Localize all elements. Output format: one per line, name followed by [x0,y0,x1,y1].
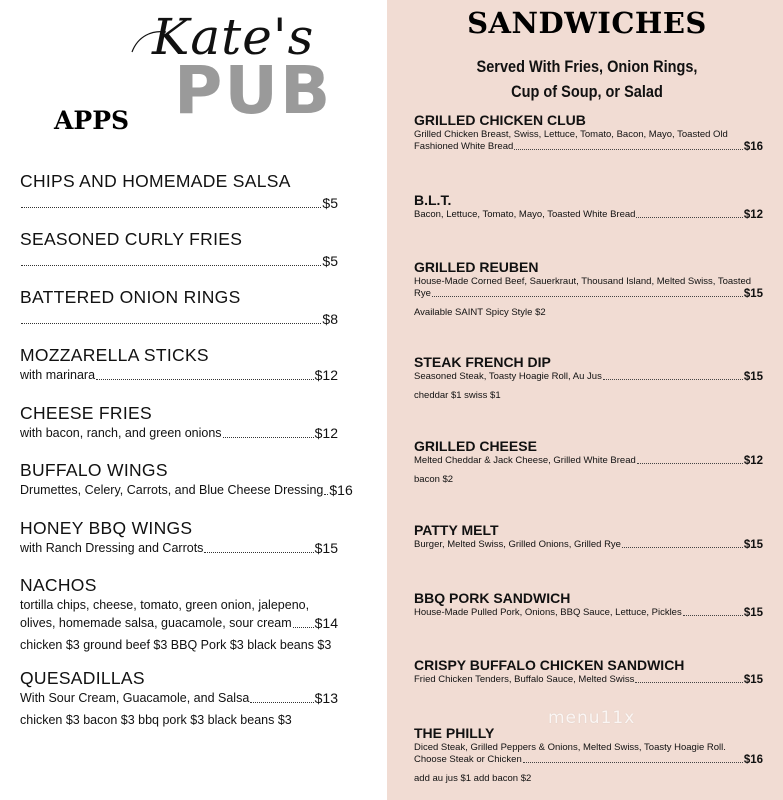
app-item-price: $8 [322,311,338,327]
sandwich-item-name: GRILLED CHICKEN CLUB [414,112,586,128]
app-item-price-row [20,252,338,270]
apps-heading: APPS [54,106,130,135]
app-item-name: MOZZARELLA STICKS [20,345,209,365]
sandwich-item-desc: Choose Steak or Chicken [414,754,522,765]
sandwich-item-price: $16 [743,141,763,153]
sandwich-item-addons: add au jus $1 add bacon $2 [414,773,532,784]
sandwich-item-desc: Seasoned Steak, Toasty Hoagie Roll, Au Jus [414,371,602,382]
sandwich-item-addons: bacon $2 [414,474,454,485]
sandwich-item-desc: Fashioned White Bread [414,141,514,152]
sandwich-item-name: CRISPY BUFFALO CHICKEN SANDWICH [414,657,685,673]
app-item-desc: With Sour Cream, Guacamole, and Salsa [20,691,250,705]
sandwich-item-price-row [414,674,763,686]
app-item-honey-bbq-wings [20,517,338,557]
sandwich-item-steak-french-dip [414,354,763,402]
app-item-curly-fries [20,228,338,270]
app-item-desc: olives, homemade salsa, guacamole, sour cream [20,616,292,630]
sandwich-item-desc: Melted Cheddar & Jack Cheese, Grilled White Bread [414,455,636,466]
sandwiches-subtitle-line1: Served With Fries, Onion Rings, [476,58,698,76]
sandwich-item-grilled-chicken-club [414,112,763,153]
sandwich-item-name: GRILLED CHEESE [414,438,537,454]
logo-script-text: Kate's [152,8,315,66]
sandwich-item-price-row [414,455,763,467]
sandwich-item-grilled-reuben [414,259,763,319]
logo-pub-text: PUB [174,52,333,129]
app-item-price: $15 [314,540,338,556]
sandwich-item-price: $15 [743,371,763,383]
app-item-price: $5 [322,253,338,269]
dot-leader [250,702,313,703]
app-item-desc: with marinara [20,368,96,382]
app-item-price: $13 [314,690,338,706]
app-item-price: $16 [329,482,353,498]
app-item-price-row [20,481,353,499]
logo-flourish-icon [130,26,170,56]
app-item-buffalo-wings [20,459,353,499]
sandwich-item-desc: Fried Chicken Tenders, Buffalo Sauce, Melted Swiss [414,674,635,685]
sandwich-item-price-row [414,209,763,221]
sandwich-item-price: $12 [743,209,763,221]
app-item-price-row [20,689,338,707]
kates-pub-logo [130,6,370,129]
app-item-name: BUFFALO WINGS [20,460,168,480]
app-item-desc: with bacon, ranch, and green onions [20,426,222,440]
dot-leader [21,265,321,266]
app-item-name: HONEY BBQ WINGS [20,518,193,538]
sandwich-item-patty-melt [414,522,763,551]
sandwich-item-price: $15 [743,607,763,619]
dot-leader [204,552,313,553]
app-item-desc: with Ranch Dressing and Carrots [20,541,204,555]
app-item-price-row [20,310,338,328]
dot-leader [21,207,321,208]
dot-leader [432,296,743,297]
sandwich-item-name: STEAK FRENCH DIP [414,354,551,370]
sandwich-item-addons: Available SAINT Spicy Style $2 [414,307,546,318]
sandwich-item-desc-line: House-Made Corned Beef, Sauerkraut, Thousand Island, Melted Swiss, Toasted [414,276,752,287]
app-item-price: $12 [314,367,338,383]
sandwich-item-price-row [414,288,763,300]
sandwich-item-the-philly [414,725,763,785]
sandwich-item-name: GRILLED REUBEN [414,259,539,275]
app-item-price-row [20,366,338,384]
sandwich-item-desc: Bacon, Lettuce, Tomato, Mayo, Toasted White Bread [414,209,636,220]
app-item-name: NACHOS [20,575,97,595]
sandwich-item-desc-line: Grilled Chicken Breast, Swiss, Lettuce, Tomato, Bacon, Mayo, Toasted Old [414,129,728,140]
dot-leader [21,323,321,324]
app-item-cheese-fries [20,402,338,442]
sandwich-item-desc-line: Diced Steak, Grilled Peppers & Onions, Melted Swiss, Toasty Hoagie Roll. [414,742,726,753]
app-item-nachos [20,574,338,654]
app-item-price-row [20,614,338,632]
app-item-addons: chicken $3 ground beef $3 BBQ Pork $3 black beans $3 [20,638,332,652]
sandwich-item-name: PATTY MELT [414,522,499,538]
app-item-name: BATTERED ONION RINGS [20,287,241,307]
sandwich-item-price-row [414,607,763,619]
app-item-name: CHEESE FRIES [20,403,152,423]
sandwich-item-bbq-pork [414,590,763,619]
app-item-price-row [20,424,338,442]
app-item-price-row [20,194,338,212]
app-item-addons: chicken $3 bacon $3 bbq pork $3 black beans $3 [20,713,292,727]
sandwiches-subtitle-line2: Cup of Soup, or Salad [511,83,663,101]
sandwich-item-name: B.L.T. [414,192,452,208]
sandwich-item-price: $16 [743,754,763,766]
dot-leader [293,627,314,628]
sandwich-item-desc: House-Made Pulled Pork, Onions, BBQ Sauce, Lettuce, Pickles [414,607,682,618]
app-item-desc: Drumettes, Celery, Carrots, and Blue Cheese Dressing [20,483,324,497]
app-item-quesadillas [20,667,338,729]
dot-leader [603,379,743,380]
sandwiches-subtitle [411,55,763,105]
dot-leader [622,547,743,548]
app-item-price-row [20,539,338,557]
sandwich-item-price: $15 [743,288,763,300]
dot-leader [523,762,743,763]
sandwich-item-price-row [414,141,763,153]
sandwich-item-name: BBQ PORK SANDWICH [414,590,571,606]
sandwich-item-name: THE PHILLY [414,725,495,741]
sandwich-item-price-row [414,371,763,383]
apps-column [0,0,387,800]
app-item-name: CHIPS AND HOMEMADE SALSA [20,171,291,191]
sandwich-item-desc: Rye [414,288,431,299]
dot-leader [635,682,742,683]
app-item-price: $12 [314,425,338,441]
app-item-price: $5 [322,195,338,211]
sandwich-item-blt [414,192,763,221]
dot-leader [514,149,743,150]
app-item-mozzarella-sticks [20,344,338,384]
app-item-chips-salsa [20,170,338,212]
sandwich-item-crispy-buffalo-chicken [414,657,763,686]
sandwich-item-addons: cheddar $1 swiss $1 [414,390,501,401]
dot-leader [223,437,314,438]
dot-leader [636,217,742,218]
sandwiches-heading: SANDWICHES [467,6,707,40]
app-item-onion-rings [20,286,338,328]
sandwich-item-price: $15 [743,674,763,686]
app-item-name: SEASONED CURLY FRIES [20,229,243,249]
dot-leader [637,463,743,464]
sandwich-item-price: $12 [743,455,763,467]
app-item-price: $14 [314,615,338,631]
sandwich-item-price-row [414,754,763,766]
sandwich-item-price: $15 [743,539,763,551]
app-item-name: QUESADILLAS [20,668,145,688]
watermark: menu11x [548,708,636,728]
sandwich-item-grilled-cheese [414,438,763,486]
sandwich-item-price-row [414,539,763,551]
app-item-desc-line: tortilla chips, cheese, tomato, green onion, jalepeno, [20,598,310,612]
dot-leader [683,615,743,616]
sandwich-item-desc: Burger, Melted Swiss, Grilled Onions, Grilled Rye [414,539,621,550]
dot-leader [324,494,328,495]
dot-leader [96,379,314,380]
sandwiches-column [387,0,783,800]
